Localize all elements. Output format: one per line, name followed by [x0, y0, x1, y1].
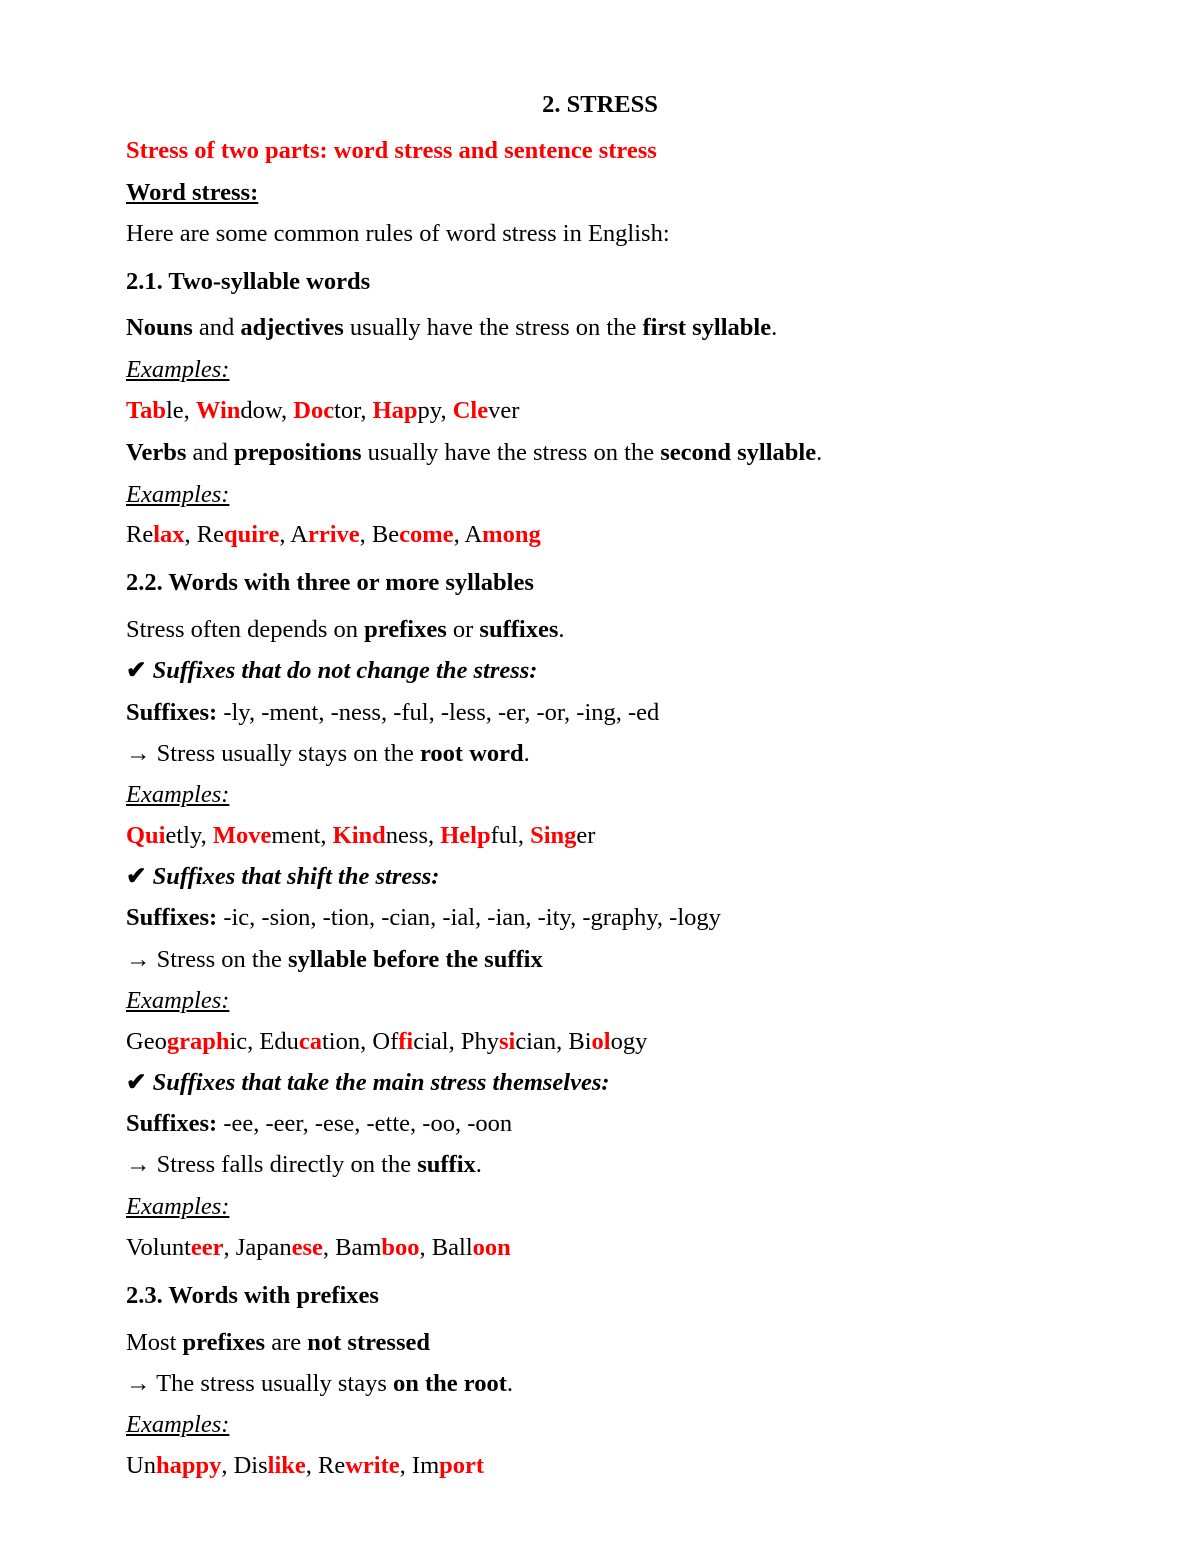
rule-term: first syllable	[642, 314, 772, 341]
rule-prefixes-root	[126, 1369, 1120, 1399]
rule-text: .	[475, 1151, 482, 1178]
rule-text: or	[446, 616, 480, 643]
stressed-syllable: Move	[212, 822, 272, 849]
rule-text: Most	[126, 1329, 183, 1356]
unstressed-part: ment	[271, 822, 321, 849]
examples-label: Examples:	[126, 781, 230, 808]
rule-term: not stressed	[307, 1329, 430, 1356]
examples-prefixes: Unhappy, Dislike, Rewrite, Import	[126, 1452, 485, 1479]
rule-text: usually have the stress on the	[361, 439, 661, 466]
examples-suffix-group-1: Quietly, Movement, Kindness, Helpful, Singer	[126, 822, 596, 849]
stressed-syllable: si	[498, 1028, 516, 1055]
unstressed-part: ic	[229, 1028, 248, 1055]
rule-term: suffixes	[479, 616, 559, 643]
stressed-syllable: quire	[224, 521, 280, 548]
unstressed-part: Bam	[335, 1234, 382, 1261]
stressed-syllable: Cle	[452, 397, 489, 424]
stressed-syllable: write	[345, 1452, 400, 1479]
unstressed-part: Phy	[460, 1028, 499, 1055]
unstressed-part: er	[576, 822, 596, 849]
unstressed-part: A	[464, 521, 483, 548]
unstressed-part: Bi	[568, 1028, 592, 1055]
page-title: 2. STRESS	[542, 91, 658, 118]
unstressed-part: Ball	[431, 1234, 473, 1261]
unstressed-part: tion	[322, 1028, 361, 1055]
check-icon: ✔	[126, 657, 147, 684]
rule-term: prepositions	[233, 439, 362, 466]
suffix-list: -ly, -ment, -ness, -ful, -less, -er, -or, -ing, -ed	[217, 699, 660, 726]
stressed-syllable: fi	[398, 1028, 414, 1055]
unstressed-part: Volunt	[126, 1234, 191, 1261]
rule-term: second syllable	[660, 439, 817, 466]
rule-text: Stress often depends on	[126, 616, 365, 643]
intro-text: Here are some common rules of word stress in English:	[126, 220, 670, 247]
rule-term: adjectives	[240, 314, 344, 341]
suffix-group-3-list	[126, 1109, 1120, 1139]
rule-text: .	[558, 616, 565, 643]
rule-term: syllable before the suffix	[287, 946, 543, 973]
suffix-group-3-rule	[126, 1150, 1120, 1180]
unstressed-part: Re	[318, 1452, 346, 1479]
examples-two-syllable-verbs: Relax, Require, Arrive, Become, Among	[126, 521, 541, 548]
examples-label: Examples:	[126, 356, 230, 383]
group-title: Suffixes that do not change the stress:	[152, 657, 538, 684]
rule-text: are	[265, 1329, 308, 1356]
unstressed-part: Of	[372, 1028, 399, 1055]
unstressed-part: Dis	[233, 1452, 268, 1479]
stressed-syllable: graph	[166, 1028, 230, 1055]
unstressed-part: cial	[413, 1028, 449, 1055]
rule-term: Verbs	[126, 439, 187, 466]
stressed-syllable: Sing	[530, 822, 577, 849]
unstressed-part: ful	[490, 822, 518, 849]
stressed-syllable: lax	[153, 521, 185, 548]
group-title: Suffixes that shift the stress:	[152, 863, 440, 890]
suffix-list: -ee, -eer, -ese, -ette, -oo, -oon	[217, 1110, 513, 1137]
unstressed-part: Japan	[235, 1234, 292, 1261]
suffix-label: Suffixes:	[126, 699, 218, 726]
stressed-syllable: Qui	[126, 822, 166, 849]
rule-text: .	[523, 740, 530, 767]
stressed-syllable: mong	[482, 521, 541, 548]
unstressed-part: Un	[126, 1452, 156, 1479]
rule-term: suffix	[417, 1151, 476, 1178]
rule-text: .	[771, 314, 778, 341]
rule-term: on the root	[393, 1370, 507, 1397]
suffix-group-3-title	[126, 1068, 1120, 1098]
stressed-syllable: happy	[155, 1452, 222, 1479]
unstressed-part: tor	[334, 397, 361, 424]
unstressed-part: py	[417, 397, 441, 424]
unstressed-part: Im	[411, 1452, 440, 1479]
unstressed-part: cian	[515, 1028, 557, 1055]
rule-prefixes	[126, 1328, 1120, 1358]
rule-text: Stress usually stays on the	[150, 740, 420, 767]
rule-text: and	[192, 314, 241, 341]
section-2-2-intro	[126, 615, 1120, 645]
stressed-syllable: Help	[440, 822, 491, 849]
rule-term: root word	[420, 740, 524, 767]
unstressed-part: le	[165, 397, 184, 424]
suffix-group-1-rule	[126, 739, 1120, 769]
unstressed-part: Be	[371, 521, 400, 548]
stressed-syllable: oon	[472, 1234, 511, 1261]
arrow-icon: →	[126, 1370, 151, 1397]
rule-text: The stress usually stays	[150, 1370, 393, 1397]
examples-label: Examples:	[126, 481, 230, 508]
rule-text: .	[816, 439, 823, 466]
unstressed-part: dow	[240, 397, 282, 424]
rule-term: Nouns	[126, 314, 193, 341]
unstressed-part: etly	[165, 822, 201, 849]
group-title: Suffixes that take the main stress themselves:	[152, 1069, 610, 1096]
check-icon: ✔	[126, 863, 147, 890]
unstressed-part: ness	[385, 822, 428, 849]
examples-label: Examples:	[126, 987, 230, 1014]
suffix-group-2-rule	[126, 945, 1120, 975]
stressed-syllable: eer	[190, 1234, 224, 1261]
stressed-syllable: like	[267, 1452, 306, 1479]
stressed-syllable: rrive	[307, 521, 360, 548]
unstressed-part: ver	[488, 397, 520, 424]
word-stress-heading: Word stress:	[126, 179, 259, 206]
arrow-icon: →	[126, 946, 151, 973]
stressed-syllable: ol	[591, 1028, 611, 1055]
section-2-2-heading: 2.2. Words with three or more syllables	[126, 569, 534, 596]
examples-suffix-group-2: Geographic, Education, Official, Physician, Biology	[126, 1028, 648, 1055]
suffix-group-2-list	[126, 903, 1120, 933]
examples-label: Examples:	[126, 1193, 230, 1220]
rule-verbs-prepositions	[126, 438, 1120, 468]
unstressed-part: ogy	[610, 1028, 648, 1055]
stressed-syllable: Win	[195, 397, 241, 424]
rule-nouns-adjectives	[126, 313, 1120, 343]
suffix-label: Suffixes:	[126, 904, 218, 931]
check-icon: ✔	[126, 1069, 147, 1096]
unstressed-part: Re	[196, 521, 224, 548]
stressed-syllable: port	[439, 1452, 485, 1479]
rule-text: Stress on the	[150, 946, 288, 973]
examples-suffix-group-3: Volunteer, Japanese, Bamboo, Balloon	[126, 1234, 511, 1261]
rule-text: .	[506, 1370, 513, 1397]
suffix-label: Suffixes:	[126, 1110, 218, 1137]
examples-two-syllable-nouns: Table, Window, Doctor, Happy, Clever	[126, 397, 520, 424]
unstressed-part: Edu	[259, 1028, 299, 1055]
stressed-syllable: ese	[291, 1234, 323, 1261]
examples-label: Examples:	[126, 1411, 230, 1438]
stressed-syllable: ca	[298, 1028, 322, 1055]
suffix-list: -ic, -sion, -tion, -cian, -ial, -ian, -ity, -graphy, -logy	[217, 904, 721, 931]
unstressed-part: A	[290, 521, 308, 548]
suffix-group-2-title	[126, 862, 1120, 892]
stressed-syllable: Tab	[126, 397, 166, 424]
section-2-3-heading: 2.3. Words with prefixes	[126, 1282, 379, 1309]
suffix-group-1-list	[126, 698, 1120, 728]
arrow-icon: →	[126, 1151, 151, 1178]
suffix-group-1-title	[126, 656, 1120, 686]
rule-text: usually have the stress on the	[343, 314, 643, 341]
stressed-syllable: come	[399, 521, 454, 548]
rule-term: prefixes	[182, 1329, 266, 1356]
stressed-syllable: boo	[381, 1234, 420, 1261]
stressed-syllable: Doc	[293, 397, 335, 424]
rule-term: prefixes	[364, 616, 447, 643]
subtitle: Stress of two parts: word stress and sentence stress	[126, 137, 657, 164]
stressed-syllable: Hap	[372, 397, 418, 424]
section-2-1-heading: 2.1. Two-syllable words	[126, 268, 371, 295]
arrow-icon: →	[126, 740, 151, 767]
rule-text: and	[186, 439, 234, 466]
stressed-syllable: Kind	[332, 822, 386, 849]
unstressed-part: Geo	[126, 1028, 167, 1055]
unstressed-part: Re	[126, 521, 154, 548]
rule-text: Stress falls directly on the	[150, 1151, 418, 1178]
